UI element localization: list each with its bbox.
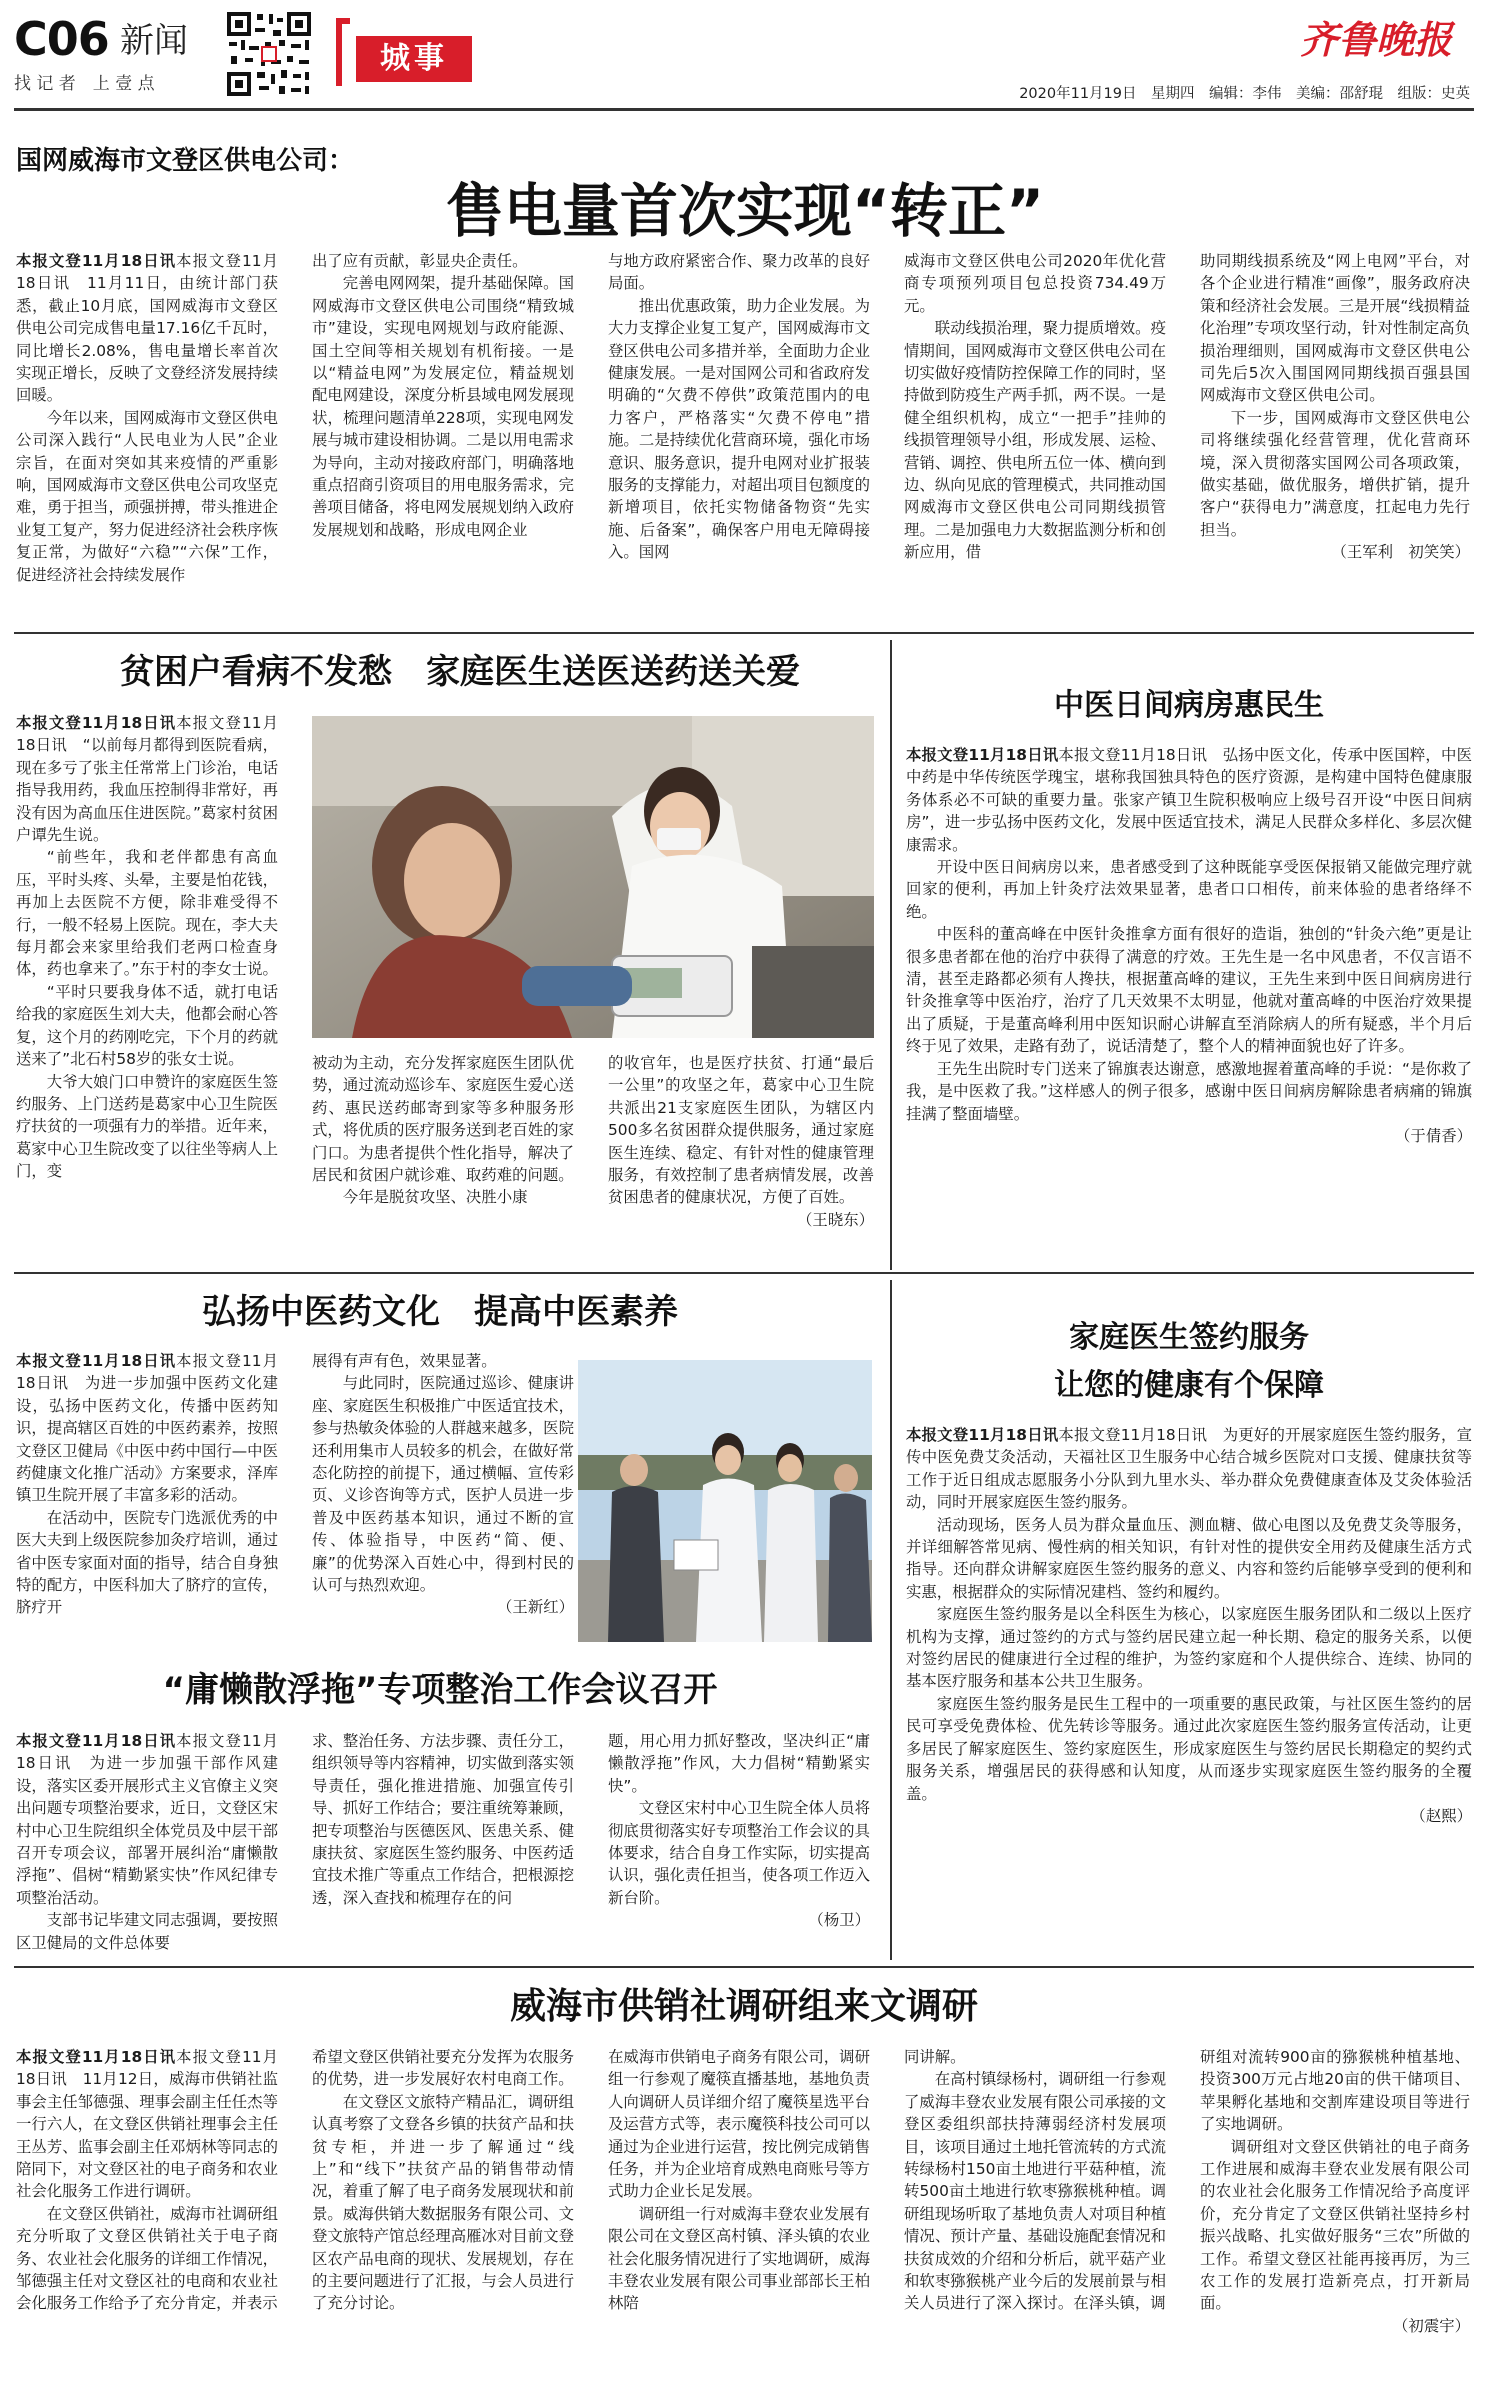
a6-title-line1: 家庭医生签约服务 <box>1069 1320 1309 1355</box>
a7-col-3: 在威海市供销电子商务有限公司，调研组一行参观了魔筷直播基地，基地负责人向调研人员详细介绍了魔筷星选平台及运营方式等，表示魔筷科技公司可以通过为企业进行运营，按比例完成销售任务，并为企业培育成熟电商账号等方式助力企业长足发展。 调研组一行对威海丰登农业发展有限公司在文登区高村镇、泽头镇的农业社会化服务情况进行了实地调研，威海丰登农业发展有限公司事业部部长王柏林陪 <box>608 2048 870 2313</box>
a7-col-5: 研组对流转900亩的猕猴桃种植基地、投资300万元占地20亩的供干储项目、苹果孵化基地和交割库建设项目等进行了实地调研。 调研组对文登区供销社的电子商务工作进展和威海丰登农业发展有限公司的农业社会化服务工作情况给予高度评价，充分肯定了文登区供销社坚持乡村振兴战略、扎实做好服务“三农”所做的工作。希望文登区社能再接再厉，为三农工作的发展打造新亮点，打开新局面。 （初震宇） <box>1200 2046 1470 2386</box>
a7-col-1: 本报文登11月18日讯本报文登11月18日讯 11月12日，威海市供销社监事会主任邹德强、理事会副主任任杰等一行六人，在文登区供销社理事会主任王丛芳、监事会副主任邓炳林等同志的陪同下，对文登区社的电子商务和农业社会化服务工作进行调研。 在文登区供销社，威海市社调研组充分听取了文登区供销社关于电子商务、农业社会化服务的详细工作情况，邹德强主任对文登区社的电商和农业社会化服务工作给予了充分肯定，并表示 <box>16 2048 278 2313</box>
section-tag: 城事 <box>356 36 472 82</box>
date-line: 2020年11月19日 星期四 编辑：李伟 美编：邵舒琨 组版：史英 <box>1019 86 1470 102</box>
a2-col-3: 的收官年，也是医疗扶贫、打通“最后一公里”的攻坚之年，葛家中心卫生院共派出21支家庭医生团队，为辖区内500多名贫困群众提供服务，通过家庭医生连续、稳定、有针对性的健康管理服务，有效控制了患者病情发展，改善贫困患者的健康状况，方便了百姓。 （王晓东） <box>608 1052 874 1262</box>
section-name: 新闻 <box>120 21 188 61</box>
a2-title: 贫困户看病不发愁 家庭医生送医送药送关爱 <box>120 652 800 692</box>
a7-col-2: 希望文登区供销社要充分发挥为农服务的优势，进一步发展好农村电商工作。 在文登区文旅特产精品汇，调研组认真考察了文登各乡镇的扶贫产品和扶贫专柜，并进一步了解通过“线上”和“线下”扶贫产品的销售带动情况，着重了解了电子商务发展现状和前景。威海供销大数据服务有限公司、文登文旅特产馆总经理高雁冰对目前文登区农产品电商的现状、发展规划，存在的主要问题进行了汇报，与会人员进行了充分讨论。 <box>312 2048 574 2313</box>
a7-col-4: 同讲解。 在高村镇绿杨村，调研组一行参观了威海丰登农业发展有限公司承接的文登区委组织部扶持薄弱经济村发展项目，该项目通过土地托管流转的方式流转绿杨村150亩土地进行平菇种植，流转500亩土地进行软枣猕猴桃种植。调研组现场听取了基地负责人对项目种植情况、预计产量、基础设施配套情况和扶贫成效的介绍和分析后，就平菇产业和软枣猕猴桃产业今后的发展前景与相关人员进行了深入探讨。在泽头镇，调 <box>904 2048 1166 2313</box>
a4-col-2: 展得有声有色，效果显著。 与此同时，医院通过巡诊、健康讲座、家庭医生积极推广中医适宜技术，参与热敏灸体验的人群越来越多，医院还利用集市人员较多的机会，在做好常态化防控的前提下，通过横幅、宣传彩页、义诊咨询等方式，医护人员进一步普及中医药基本知识，通过不断的宣传、体验指导，中医药“简、便、廉”的优势深入百姓心中，得到村民的认可与热烈欢迎。 （王新红） <box>312 1350 574 1656</box>
a5-title: “庸懒散浮拖”专项整治工作会议召开 <box>162 1670 718 1710</box>
a5-byline: （杨卫） <box>808 1911 870 1930</box>
a2-col-2: 被动为主动，充分发挥家庭医生团队优势，通过流动巡诊车、家庭医生爱心送药、惠民送药邮寄到家等多种服务形式，将优质的医疗服务送到老百姓的家门口。为患者提供个性化指导，解决了居民和贫困户就诊难、取药难的问题。 今年是脱贫攻坚、决胜小康 <box>312 1054 574 1207</box>
rule-3 <box>14 1966 1474 1968</box>
a1-col-4: 威海市文登区供电公司2020年优化营商专项预列项目包总投资734.49万元。 联动线损治理，聚力提质增效。疫情期间，国网威海市文登区供电公司在切实做好疫情防控保障工作的同时，坚持做到防疫生产两手抓，两不误。一是健全组织机构，成立“一把手”挂帅的线损管理领导小组，形成发展、运检、营销、调控、供电所五位一体、横向到边、纵向见底的管理模式，共同推动国网威海市文登区供电公司同期线损管理。二是加强电力大数据监测分析和创新应用，借 <box>904 252 1166 562</box>
a2-byline: （王晓东） <box>797 1210 874 1229</box>
slogan: 找 记 者 上 壹 点 <box>14 74 155 94</box>
a4-byline: （王新红） <box>497 1598 574 1617</box>
a1-kicker: 国网威海市文登区供电公司： <box>16 146 355 176</box>
rule-1 <box>14 632 1474 634</box>
a6-body: 本报文登11月18日讯本报文登11月18日讯 为更好的开展家庭医生签约服务，宣传中医免费艾灸活动，天福社区卫生服务中心结合城乡医院对口支援、健康扶贫等工作于近日组成志愿服务小分队到九里水头、举办群众免费健康查体及艾灸体验活动，同时开展家庭医生签约服务。 活动现场，医务人员为群众量血压、测血糖、做心电图以及免费艾灸等服务，并详细解答常见病、慢性病的相关知识，有针对性的提供安全用药及健康生活方式指导。还向群众讲解家庭医生签约服务的意义、内容和签约后能够享受到的便利和实惠，根据群众的实际情况建档、签约和履约。 家庭医生签约服务是以全科医生为核心，以家庭医生服务团队和二级以上医疗机构为支撑，通过签约的方式与签约居民建立起一种长期、稳定的服务关系，以便对签约居民的健康进行全过程的维护，为签约家庭和个人提供综合、连续、协同的基本医疗服务和基本公共卫生服务。 家庭医生签约服务是民生工程中的一项重要的惠民政策，与社区医生签约的居民可享受免费体检、优先转诊等服务。通过此次家庭医生签约服务宣传活动，让更多居民了解家庭医生、签约家庭医生，形成家庭医生与签约居民长期稳定的契约式服务关系，增强居民的获得感和认知度，从而逐步实现家庭医生签约服务的全覆盖。 （赵熙） <box>906 1424 1472 1958</box>
photo-medical-outreach <box>578 1360 872 1642</box>
a1-col-3: 与地方政府紧密合作、聚力改革的良好局面。 推出优惠政策，助力企业发展。为大力支撑企业复工复产，国网威海市文登区供电公司多措并举，全面助力企业健康发展。一是对国网公司和省政府发明确的“欠费不停供”政策范围内的电力客户，严格落实“欠费不停电”措施。二是持续优化营商环境，强化市场意识、服务意识，提升电网对业扩报装服务的支撑能力，对超出项目包额度的新增项目，依托实物储备物资“先实施、后备案”，确保客户用电无障碍接入。国网 <box>608 252 870 562</box>
red-corner-mark <box>336 18 350 86</box>
a6-byline: （赵熙） <box>1410 1806 1472 1825</box>
page-code: C06 <box>14 12 109 66</box>
a7-title: 威海市供销社调研组来文调研 <box>509 1986 978 2027</box>
a6-title-line2: 让您的健康有个保障 <box>1054 1368 1324 1403</box>
a1-col-5: 助同期线损系统及“网上电网”平台，对各个企业进行精准“画像”，服务政府决策和经济社会发展。三是开展“线损精益化治理”专项攻坚行动，针对性制定高负损治理细则，国网威海市文登区供电公司先后5次入围国网同期线损百强县国网威海市文登区供电公司。 下一步，国网威海市文登区供电公司将继续强化经营管理，优化营商环境，深入贯彻落实国网公司各项政策，做实基础，做优服务，增供扩销，提升客户“获得电力”满意度，扛起电力先行担当。 （王军利 初笑笑） <box>1200 250 1470 625</box>
rule-v1 <box>890 640 892 1270</box>
qr-code <box>225 10 313 98</box>
a5-col-3: 题，用心用力抓好整改，坚决纠正“庸懒散浮拖”作风，大力倡树“精勤紧实快”。 文登区宋村中心卫生院全体人员将彻底贯彻落实好专项整治工作会议的具体要求，结合自身工作实际，切实提高认识，强化责任担当，使各项工作迈入新台阶。 （杨卫） <box>608 1730 870 1960</box>
masthead-rule <box>14 108 1474 111</box>
a3-body: 本报文登11月18日讯本报文登11月18日讯 弘扬中医文化，传承中医国粹，中医中药是中华传统医学瑰宝，堪称我国独具特色的医疗资源，是构建中国特色健康服务体系必不可缺的重要力量。张家产镇卫生院积极响应上级号召开设“中医日间病房”，进一步弘扬中医药文化，发展中医适宜技术，满足人民群众多样化、多层次健康需求。 开设中医日间病房以来，患者感受到了这种既能享受医保报销又能做完理疗就回家的便利，再加上针灸疗法效果显著，患者口口相传，前来体验的患者络绎不绝。 中医科的董高峰在中医针灸推拿方面有很好的造诣，独创的“针灸六绝”更是让很多患者都在他的治疗中获得了满意的疗效。王先生是一名中风患者，不仅言语不清，甚至走路都必须有人搀扶，根据董高峰的建议，王先生来到中医日间病房进行针灸推拿等中医治疗，治疗了几天效果不太明显，他就对董高峰的中医治疗效果提出了质疑，于是董高峰利用中医知识耐心讲解直至消除病人的所有疑惑，半个月后终于见了效果，走路有劲了，说话清楚了，整个人的精神面貌也好了许多。 王先生出院时专门送来了锦旗表达谢意，感激地握着董高峰的手说：“是你救了我，是中医救了我。”这样感人的例子很多，感谢中医日间病房解除患者病痛的锦旗挂满了整面墙壁。 （于倩香） <box>906 744 1472 1264</box>
a1-title: 售电量首次实现“转正” <box>445 177 1045 245</box>
a7-byline: （初震宇） <box>1393 2316 1470 2335</box>
a1-byline: （王军利 初笑笑） <box>1331 543 1470 562</box>
a3-title: 中医日间病房惠民生 <box>1054 688 1324 723</box>
a3-byline: （于倩香） <box>1395 1126 1472 1145</box>
a5-col-1: 本报文登11月18日讯本报文登11月18日讯 为进一步加强干部作风建设，落实区委开展形式主义官僚主义突出问题专项整治要求，近日，文登区宋村中心卫生院组织全体党员及中层干部召开专项会议，部署开展纠治“庸懒散浮拖”、倡树“精勤紧实快”作风纪律专项整治活动。 支部书记毕建文同志强调，要按照区卫健局的文件总体要 <box>16 1732 278 1952</box>
a1-col-2: 出了应有贡献，彰显央企责任。 完善电网网架，提升基础保障。国网威海市文登区供电公司围绕“精致城市”建设，实现电网规划与政府能源、国土空间等相关规划有机衔接。一是以“精益电网”为发展定位，精益规划配电网建设，深度分析县域电网发展现状，梳理问题清单228项，实现电网发展与城市建设相协调。二是以用电需求为导向，主动对接政府部门，明确落地重点招商引资项目的用电服务需求，完善项目储备，将电网发展规划纳入政府发展规划和战略，形成电网企业 <box>312 252 574 539</box>
rule-2 <box>14 1272 1474 1274</box>
newspaper-logo: 齐鲁晚报 <box>1300 17 1453 62</box>
photo-doctor-checks-blood-pressure <box>312 716 874 1038</box>
a4-title: 弘扬中医药文化 提高中医素养 <box>202 1292 678 1332</box>
a2-col-1: 本报文登11月18日讯本报文登11月18日讯 “以前每月都得到医院看病，现在多亏了张主任常常上门诊治，电话指导我用药，我血压控制得非常好，再没有因为高血压住进医院。”葛家村贫困户谭先生说。 “前些年，我和老伴都患有高血压，平时头疼、头晕，主要是怕花钱，再加上去医院不方便，除非难受得不行，一般不轻易上医院。现在，李大夫每月都会来家里给我们老两口检查身体，药也拿来了。”东于村的李女士说。 “平时只要我身体不适，就打电话给我的家庭医生刘大夫，他都会耐心答复，这个月的药刚吃完，下个月的药就送来了”北石村58岁的张女士说。 大爷大娘门口申赞许的家庭医生签约服务、上门送药是葛家中心卫生院医疗扶贫的一项强有力的举措。近年来，葛家中心卫生院改变了以往坐等病人上门，变 <box>16 714 278 1181</box>
a1-col-1: 本报文登11月18日讯本报文登11月18日讯 11月11日，由统计部门获悉，截止10月底，国网威海市文登区供电公司完成售电量17.16亿千瓦时，同比增长2.08%，售电量增长率首次实现正增长，反映了文登经济发展持续回暖。 今年以来，国网威海市文登区供电公司深入践行“人民电业为人民”企业宗旨，在面对突如其来疫情的严重影响，国网威海市文登区供电公司攻坚克难，勇于担当，顽强拼搏，带头推进企业复工复产，努力促进经济社会秩序恢复正常，为做好“六稳”“六保”工作，促进经济社会持续发展作 <box>16 252 278 584</box>
rule-v2 <box>890 1280 892 1960</box>
a4-col-1: 本报文登11月18日讯本报文登11月18日讯 为进一步加强中医药文化建设，弘扬中医药文化，传播中医药知识，提高辖区百姓的中医药素养，按照文登区卫健局《中医中药中国行—中医药健康文化推广活动》方案要求，泽库镇卫生院开展了丰富多彩的活动。 在活动中，医院专门选派优秀的中医大夫到上级医院参加灸疗培训，通过省中医专家面对面的指导，结合自身独特的配方，中医科加大了脐疗的宣传，脐疗开 <box>16 1352 278 1617</box>
a5-col-2: 求、整治任务、方法步骤、责任分工，组织领导等内容精神，切实做到落实领导责任，强化推进措施、加强宣传引导、抓好工作结合；要注重统筹兼顾，把专项整治与医德医风、医患关系、健康扶贫、家庭医生签约服务、中医药适宜技术推广等重点工作结合，把根源挖透，深入查找和梳理存在的问 <box>312 1732 574 1907</box>
